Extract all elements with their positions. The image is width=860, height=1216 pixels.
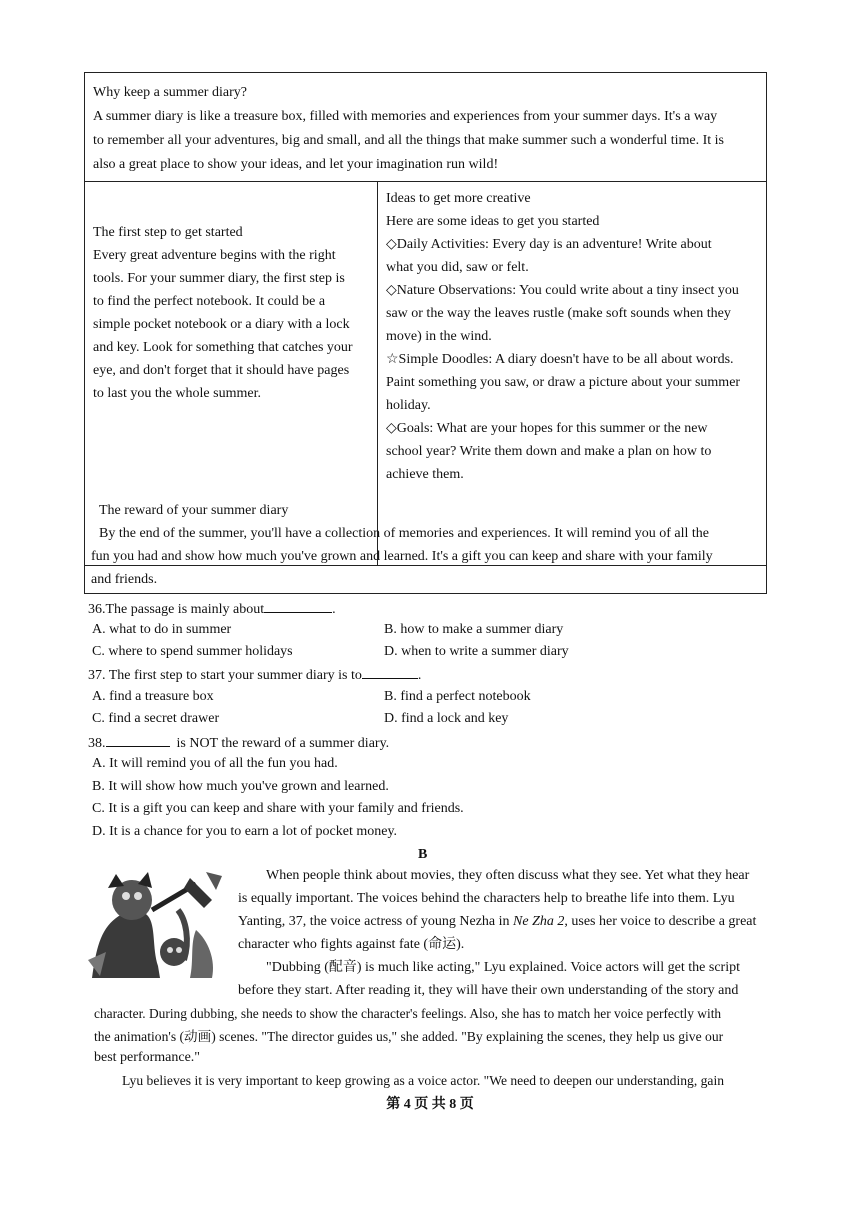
why-line-3: also a great place to show your ideas, and let your imagination run wild! [93, 157, 499, 172]
option-a: A. It will remind you of all the fun you had. [92, 756, 338, 771]
passage-b-p1-line-2: is equally important. The voices behind the characters help to breathe life into them. Lyu [238, 891, 735, 906]
option-a: A. what to do in summer [92, 622, 232, 637]
reward-line-2: fun you had and show how much you've grown and learned. It's a gift you can keep and share with your family [91, 549, 713, 564]
first-step-line: tools. For your summer diary, the first step is [93, 271, 345, 286]
ideas-line: ◇Daily Activities: Every day is an adventure! Write about [386, 237, 712, 252]
first-step-line: and key. Look for something that catches your [93, 340, 353, 355]
page-footer: 第 4 页 共 8 页 [386, 1097, 474, 1112]
option-c: C. where to spend summer holidays [92, 644, 293, 659]
option-b: B. how to make a summer diary [384, 622, 564, 637]
reward-line-1: By the end of the summer, you'll have a collection of memories and experiences. It will remind you of all the [99, 526, 710, 541]
answer-blank[interactable] [264, 598, 332, 613]
ideas-line: Paint something you saw, or draw a picture about your summer [386, 375, 741, 390]
first-step-line: to find the perfect notebook. It could be a [93, 294, 326, 309]
first-step-title: The first step to get started [93, 225, 243, 240]
ideas-line: ◇Nature Observations: You could write about a tiny insect you [386, 283, 739, 298]
option-d: D. find a lock and key [384, 711, 509, 726]
question-37: 37. The first step to start your summer diary is to . [88, 664, 421, 686]
answer-blank[interactable] [362, 664, 418, 679]
passage-b-p2-line: character. During dubbing, she needs to show the character's feelings. Also, she has to match her voice perfectly with [94, 1006, 722, 1021]
why-section [85, 73, 766, 182]
passage-b-p3-line: Lyu believes it is very important to keep growing as a voice actor. "We need to deepen our understanding, gain [122, 1073, 725, 1088]
ideas-line: what you did, saw or felt. [386, 260, 529, 275]
first-step-line: eye, and don't forget that it should have pages [93, 363, 350, 378]
option-c: C. It is a gift you can keep and share with your family and friends. [92, 801, 464, 816]
option-d: D. when to write a summer diary [384, 644, 569, 659]
ideas-title: Ideas to get more creative [386, 191, 531, 206]
why-line-1: A summer diary is like a treasure box, filled with memories and experiences from your summer days. It's a way [93, 109, 718, 124]
first-step-line: Every great adventure begins with the right [93, 248, 336, 263]
ideas-line: ◇Goals: What are your hopes for this summer or the new [386, 421, 708, 436]
passage-a-box [84, 72, 767, 594]
passage-b-p2-line: the animation's (动画) scenes. "The director guides us," she added. "By explaining the scenes, they help us give our [94, 1029, 724, 1044]
passage-b-label: B [418, 847, 428, 862]
first-step-line: simple pocket notebook or a diary with a lock [93, 317, 350, 332]
why-line-2: to remember all your adventures, big and small, and all the things that make summer such a wonderful time. It is [93, 133, 725, 148]
ideas-line: achieve them. [386, 467, 464, 482]
reward-section [85, 493, 766, 593]
passage-b-p2-line: best performance." [94, 1050, 200, 1065]
question-38: 38. is NOT the reward of a summer diary. [88, 732, 389, 754]
question-36: 36.The passage is mainly about . [88, 598, 336, 620]
why-title: Why keep a summer diary? [93, 85, 247, 100]
first-step-line: to last you the whole summer. [93, 386, 261, 401]
ideas-line: ☆Simple Doodles: A diary doesn't have to be all about words. [386, 352, 734, 367]
question-stem: 36.The passage is mainly about [88, 602, 265, 617]
question-stem: 37. The first step to start your summer diary is to [88, 668, 362, 683]
ideas-line: holiday. [386, 398, 431, 413]
nezha-illustration [86, 870, 224, 982]
ideas-line: saw or the way the leaves rustle (make soft sounds when they [386, 306, 731, 321]
option-c: C. find a secret drawer [92, 711, 220, 726]
passage-b-p2-line: before they start. After reading it, they will have their own understanding of the story and [238, 983, 739, 998]
passage-b-p1-line-3: Yanting, 37, the voice actress of young Nezha in Ne Zha 2, uses her voice to describe a great [238, 914, 757, 929]
passage-b-p2-line: "Dubbing (配音) is much like acting," Lyu explained. Voice actors will get the script [266, 960, 740, 975]
passage-b-p1-line-1: When people think about movies, they often discuss what they see. Yet what they hear [266, 868, 750, 883]
passage-b-p1-line-4: character who fights against fate (命运). [238, 937, 465, 952]
option-a: A. find a treasure box [92, 689, 214, 704]
option-b: B. It will show how much you've grown and learned. [92, 779, 389, 794]
answer-blank[interactable] [106, 732, 170, 747]
option-d: D. It is a chance for you to earn a lot of pocket money. [92, 824, 398, 839]
ideas-line: move) in the wind. [386, 329, 492, 344]
option-b: B. find a perfect notebook [384, 689, 531, 704]
question-stem: is NOT the reward of a summer diary. [176, 736, 390, 751]
movie-title: Ne Zha 2 [513, 914, 565, 929]
ideas-line: Here are some ideas to get you started [386, 214, 600, 229]
reward-line-3: and friends. [91, 572, 158, 587]
reward-title: The reward of your summer diary [99, 503, 289, 518]
ideas-line: school year? Write them down and make a plan on how to [386, 444, 712, 459]
